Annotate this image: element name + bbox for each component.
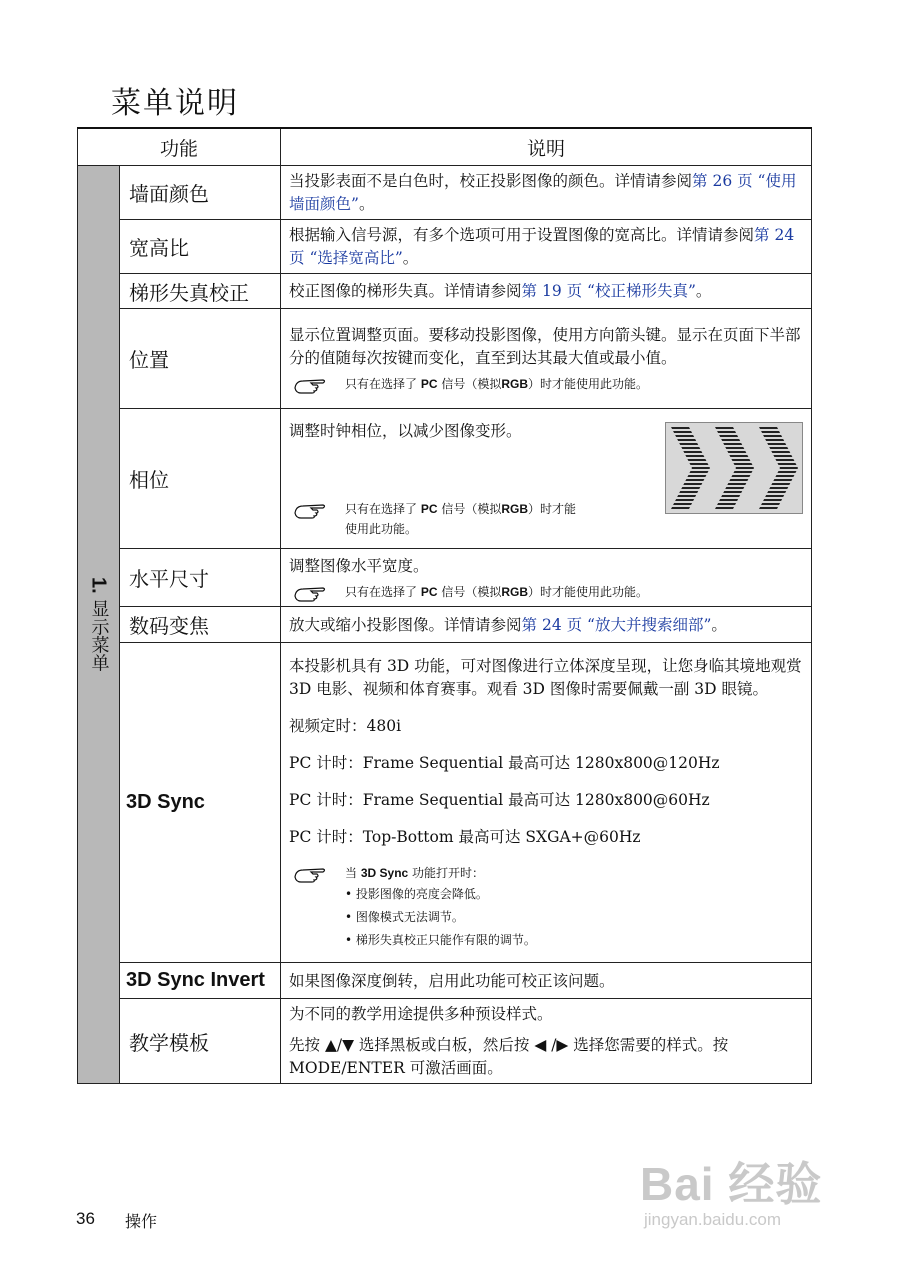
pointing-hand-icon [293,865,329,883]
table-row [78,607,812,643]
desc-wall-color: 当投影表面不是白色时，校正投影图像的颜色。详情请参阅第 26 页 “使用墙面颜色”。 [281,166,812,220]
table-row [78,963,812,999]
table-row [78,643,812,963]
table-header [78,128,812,166]
note: 当 3D Sync 功能打开时： • 投影图像的亮度会降低。 • 图像模式无法调节。 • 梯形失真校正只能作有限的调节。 [289,863,803,952]
function-phase: 相位 [120,409,281,549]
link-digital-zoom[interactable]: 第 24 页 “放大并搜索细部” [521,615,712,634]
function-horizontal-size: 水平尺寸 [120,549,281,607]
function-keystone: 梯形失真校正 [120,274,281,309]
table-row [78,999,812,1084]
watermark-brand: Bai 经验 [640,1158,823,1210]
link-wall-color[interactable]: 第 26 页 “使用墙面颜色” [289,172,797,213]
function-aspect-ratio: 宽高比 [120,220,281,274]
bullet: • 梯形失真校正只能作有限的调节。 [345,932,536,947]
function-teaching-template: 教学模板 [120,999,281,1084]
desc-position: 显示位置调整页面。要移动投影图像，使用方向箭头键。显示在页面下半部分的值随每次按键而变化，直至到达其最大值或最小值。 只有在选择了 PC 信号（模拟RGB）时才能使用此功能。 [281,309,812,409]
function-3d-sync: 3D Sync [120,643,281,963]
desc-3d-sync-invert: 如果图像深度倒转，启用此功能可校正该问题。 [281,963,812,999]
watermark-url: jingyan.baidu.com [644,1210,782,1229]
pointing-hand-icon [293,584,329,602]
function-position: 位置 [120,309,281,409]
pointing-hand-icon [293,376,329,394]
desc-digital-zoom: 放大或缩小投影图像。详情请参阅第 24 页 “放大并搜索细部”。 [281,607,812,643]
function-digital-zoom: 数码变焦 [120,607,281,643]
link-keystone[interactable]: 第 19 页 “校正梯形失真” [521,282,696,300]
table-row [78,166,812,220]
desc-keystone: 校正图像的梯形失真。详情请参阅第 19 页 “校正梯形失真”。 [281,274,812,309]
side-text: 显示菜单 [88,599,110,672]
menu-table [77,127,812,1084]
pc-timing-3: PC 计时：Top-Bottom 最高可达 SXGA+@60Hz [289,827,641,846]
table-row [78,409,812,549]
pointing-hand-icon [293,501,329,519]
desc-teaching-template: 为不同的教学用途提供多种预设样式。 先按 ▲/▼ 选择黑板或白板，然后按 ◀ /▶ 选择您需要的样式。按 MODE/ENTER 可激活画面。 [281,999,812,1084]
note: 只有在选择了 PC 信号（模拟RGB）时才能使用此功能。 [289,374,803,394]
watermark [640,1148,822,1230]
table-row [78,274,812,309]
bullet: • 投影图像的亮度会降低。 [345,886,488,901]
note: 只有在选择了 PC 信号（模拟RGB）时才能 使用此功能。 [289,499,803,539]
pc-timing-2: PC 计时：Frame Sequential 最高可达 1280x800@60Hz [289,790,710,809]
desc-horizontal-size: 调整图像水平宽度。 只有在选择了 PC 信号（模拟RGB）时才能使用此功能。 [281,549,812,607]
section-name: 操作 [125,1212,158,1231]
function-wall-color: 墙面颜色 [120,166,281,220]
bullet: • 图像模式无法调节。 [345,909,464,924]
side-category-label [86,577,112,671]
side-category [78,166,120,1084]
header-description: 说明 [281,128,812,166]
page-title: 菜单说明 [111,86,239,121]
header-function: 功能 [78,128,281,166]
function-3d-sync-invert: 3D Sync Invert [120,963,281,999]
note: 只有在选择了 PC 信号（模拟RGB）时才能使用此功能。 [289,582,803,602]
desc-aspect-ratio: 根据输入信号源，有多个选项可用于设置图像的宽高比。详情请参阅第 24 页 “选择宽高比”。 [281,220,812,274]
pc-timing-1: PC 计时：Frame Sequential 最高可达 1280x800@120Hz [289,753,720,772]
side-number: 1. [87,577,110,594]
table-row [78,309,812,409]
desc-phase: 调整时钟相位，以减少图像变形。 只有在选择了 PC 信号（模拟RGB）时才能 使用此功能。 [281,409,812,549]
link-aspect-ratio[interactable]: 第 24 页 “选择宽高比” [289,226,795,267]
video-timing: 视频定时：480i [289,716,402,735]
table-row [78,220,812,274]
page-number: 36 [76,1209,95,1228]
desc-3d-sync: 本投影机具有 3D 功能，可对图像进行立体深度呈现，让您身临其境地观赏 3D 电影、视频和体育赛事。观看 3D 图像时需要佩戴一副 3D 眼镜。 视频定时：480i PC 计时：Frame Sequential 最高可达 1280x800@120Hz PC 计时：Frame Sequential 最高可达 1280x800@60Hz PC 计时：Top-Bottom 最高可达 SXGA+@60Hz 当 3D Sync 功能打开时： • 投影图像的亮度会降低。 • 图像模式无法调节。 • 梯形失真校正只能作有限的调节。 [281,643,812,963]
table-row [78,549,812,607]
